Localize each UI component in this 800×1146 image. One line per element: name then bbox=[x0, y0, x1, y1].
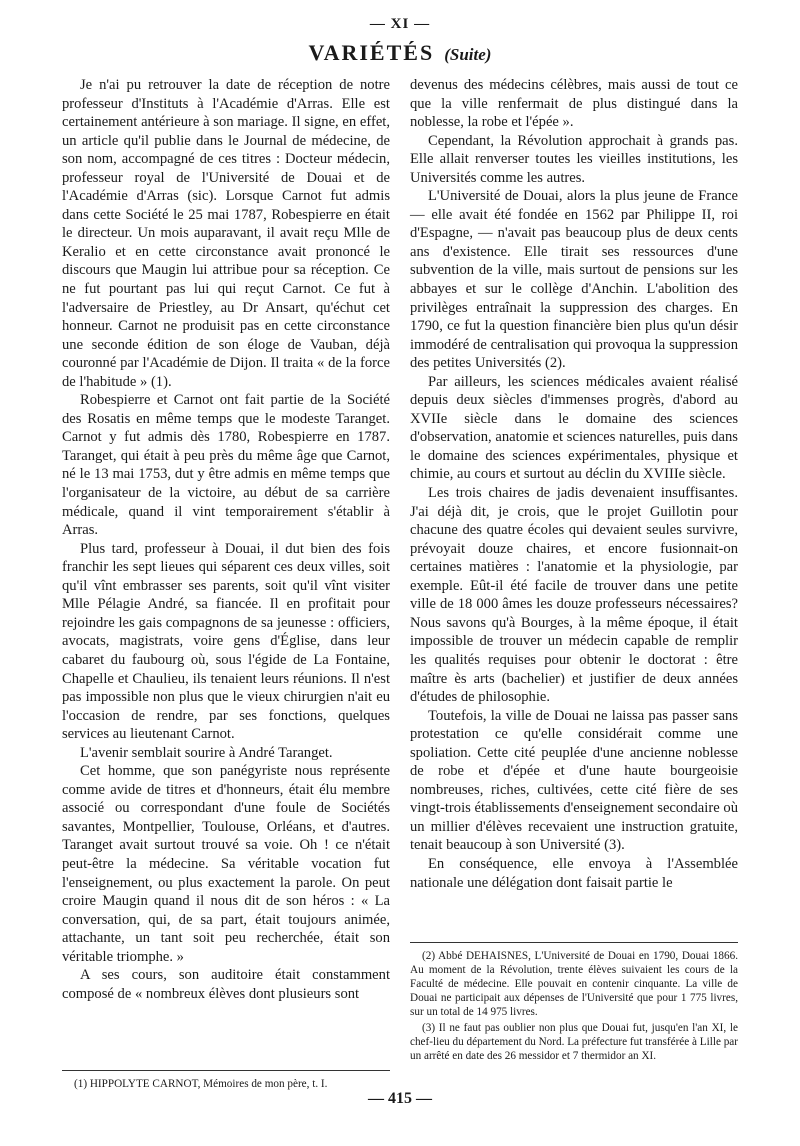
title-text: VARIÉTÉS bbox=[308, 40, 435, 65]
paragraph: Plus tard, professeur à Douai, il dut bien des fois franchir les sept lieues qui séparent ces deux villes, soit qu'il vînt embrasser ses parents, soit qu'il vînt visiter Mlle Pélagie André, sa fiancée. Il en profitait pour rejoindre les gais compagnons de sa jeunesse : officiers, avocats, magistrats, voire gens d'Église, dans leur cabaret du faubourg où, sous l'égide de La Fontaine, Chapelle et Chaulieu, ils tenaient leurs réunions. Il n'est pas impossible non plus que le vieux chirurgien n'ait eu l'occasion de rendre, par ses fonctions, quelques services au lieutenant Carnot. bbox=[62, 540, 390, 743]
footnote: (1) HIPPOLYTE CARNOT, Mémoires de mon père, t. I. bbox=[74, 1078, 328, 1090]
article-title bbox=[0, 40, 800, 66]
paragraph: A ses cours, son auditoire était constamment composé de « nombreux élèves dont plusieurs sont bbox=[62, 967, 390, 1002]
paragraph: Je n'ai pu retrouver la date de réception de notre professeur d'Instituts à l'Académie d'Arras. Elle est certainement antérieure à son mariage. Il signe, en effet, un article qu'il publie dans le Journal de médecine, de son nom, accompagné de ces titres : Docteur médecin, professeur royal de l'Université de Douai et de l'Académie d'Arras (sic). Lorsque Carnot fut admis dans cette Société le 25 mai 1787, Robespierre en était le directeur. Un mois auparavant, il avait reçu Mlle de Keralio et en cette circonstance avait prononcé le discours que Maugin lui attribue pour sa réception. Ce ne fut pourtant pas lui qui reçut Carnot. Ce fut à l'adversaire de Priestley, au Dr Ansart, qu'échut cet honneur. Carnot ne produisit pas en cette circonstance une seconde édition de son éloge de Vauban, déjà couronné par l'Académie de Dijon. Il traita « de la force de l'habitude » (1). bbox=[62, 77, 390, 390]
paragraph: Toutefois, la ville de Douai ne laissa pas passer sans protestation ce qu'elle considérait comme une spoliation. Cette cité peuplée d'une ancienne noblesse de robe et d'épée et d'une haute bourgeoisie nombreuses, riches, cultivées, cette cité fière de ses vingt-trois établissements d'enseignement secondaire où un millier d'élèves recevaient une instruction gratuite, tenait beaucoup à son Université (3). bbox=[410, 707, 738, 854]
left-column bbox=[62, 76, 390, 1003]
paragraph: Les trois chaires de jadis devenaient insuffisantes. J'ai déjà dit, je crois, que le projet Guillotin pour chacune des quatre écoles qui devaient seules survivre, prévoyait douze chaires, et encore fusionnait-on certaines matières : l'anatomie et la physiologie, par exemple. Eût-il été facile de trouver dans une petite ville de 18 000 âmes les douze professeurs nécessaires? Nous savons qu'à Bourges, à la même époque, il était impossible de trouver un médecin capable de remplir les qualités requises pour obtenir le doctorat : être maître ès arts (bachelier) et justifier de deux années d'études de philosophie. bbox=[410, 485, 738, 706]
paragraph: En conséquence, elle envoya à l'Assemblée nationale une délégation dont faisait partie le bbox=[410, 855, 738, 891]
paragraph: devenus des médecins célèbres, mais aussi de tout ce que la ville renfermait de plus distingué dans la noblesse, la robe et l'épée ». bbox=[410, 77, 738, 131]
paragraph: L'avenir semblait sourire à André Taranget. bbox=[80, 744, 333, 761]
paragraph: Cet homme, que son panégyriste nous représente comme avide de titres et d'honneurs, était élu membre associé ou correspondant d'une foule de Sociétés savantes, Montpellier, Toulouse, Orléans, et d'autres. Taranget avait surtout trouvé sa voie. Oh ! ce n'était peut-être la médecine. Sa véritable vocation fut l'enseignement, ou plus exactement la parole. On peut croire Maugin quand il nous dit de son héros : « La conversation, qui, de sa part, était toujours animée, attachante, un tant soit peu recherchée, était son véritable triomphe. » bbox=[62, 763, 390, 965]
paragraph: Par ailleurs, les sciences médicales avaient réalisé depuis deux siècles d'immenses progrès, d'abord au XVIIe siècle dans le domaine des sciences d'observation, anatomie et sciences naturelles, puis dans le domaine des sciences expérimentales, physique et chimie, au cours et surtout au déclin du XVIIIe siècle. bbox=[410, 373, 738, 483]
title-suite: (Suite) bbox=[444, 45, 492, 64]
footnote: (2) Abbé DEHAISNES, L'Université de Douai en 1790, Douai 1866. Au moment de la Révolution, trente élèves suivaient les cours de la Faculté de médecine. Elle pouvait en contenir cinquante. La ville de Douai ne participait aux dépenses de l'Université que pour 1 775 livres, sur un total de 14 975 livres. bbox=[410, 950, 738, 1018]
page-number: — 415 — bbox=[368, 1090, 432, 1107]
paragraph: Robespierre et Carnot ont fait partie de la Société des Rosatis en même temps que le modeste Taranget. Carnot y fut admis dès 1780, Robespierre en 1787. Taranget, qui était à peu près du même âge que Carnot, né le 13 mai 1753, dut y être admis en même temps que l'organisateur de la victoire, au début de sa carrière médicale, quand il vint temporairement s'établir à Arras. bbox=[62, 392, 390, 539]
right-column bbox=[410, 76, 738, 892]
paragraph: L'Université de Douai, alors la plus jeune de France — elle avait été fondée en 1562 par Philippe II, roi d'Espagne, — n'avait pas beaucoup plus de deux cents ans d'existence. Elle tirait ses ressources d'une subvention de la ville, mais surtout de pensions sur les abbayes et sur le collège d'Anchin. L'abolition des privilèges entraînait la suppression des charges. En 1790, ce fut la question financière bien plus qu'un désir immodéré de centralisation qui provoqua la suppression des petites Universités (2). bbox=[410, 188, 738, 372]
footnotes-right bbox=[410, 942, 738, 1065]
footnote: (3) Il ne faut pas oublier non plus que Douai fut, jusqu'en l'an XI, le chef-lieu du département du Nord. La préfecture fut transférée à Lille par un arrêté en date des 26 messidor et 7 thermidor an XI. bbox=[410, 1022, 738, 1062]
section-folio: — XI — bbox=[369, 16, 431, 32]
paragraph: Cependant, la Révolution approchait à grands pas. Elle allait renverser toutes les vieilles institutions, les Universités comme les autres. bbox=[410, 132, 738, 186]
